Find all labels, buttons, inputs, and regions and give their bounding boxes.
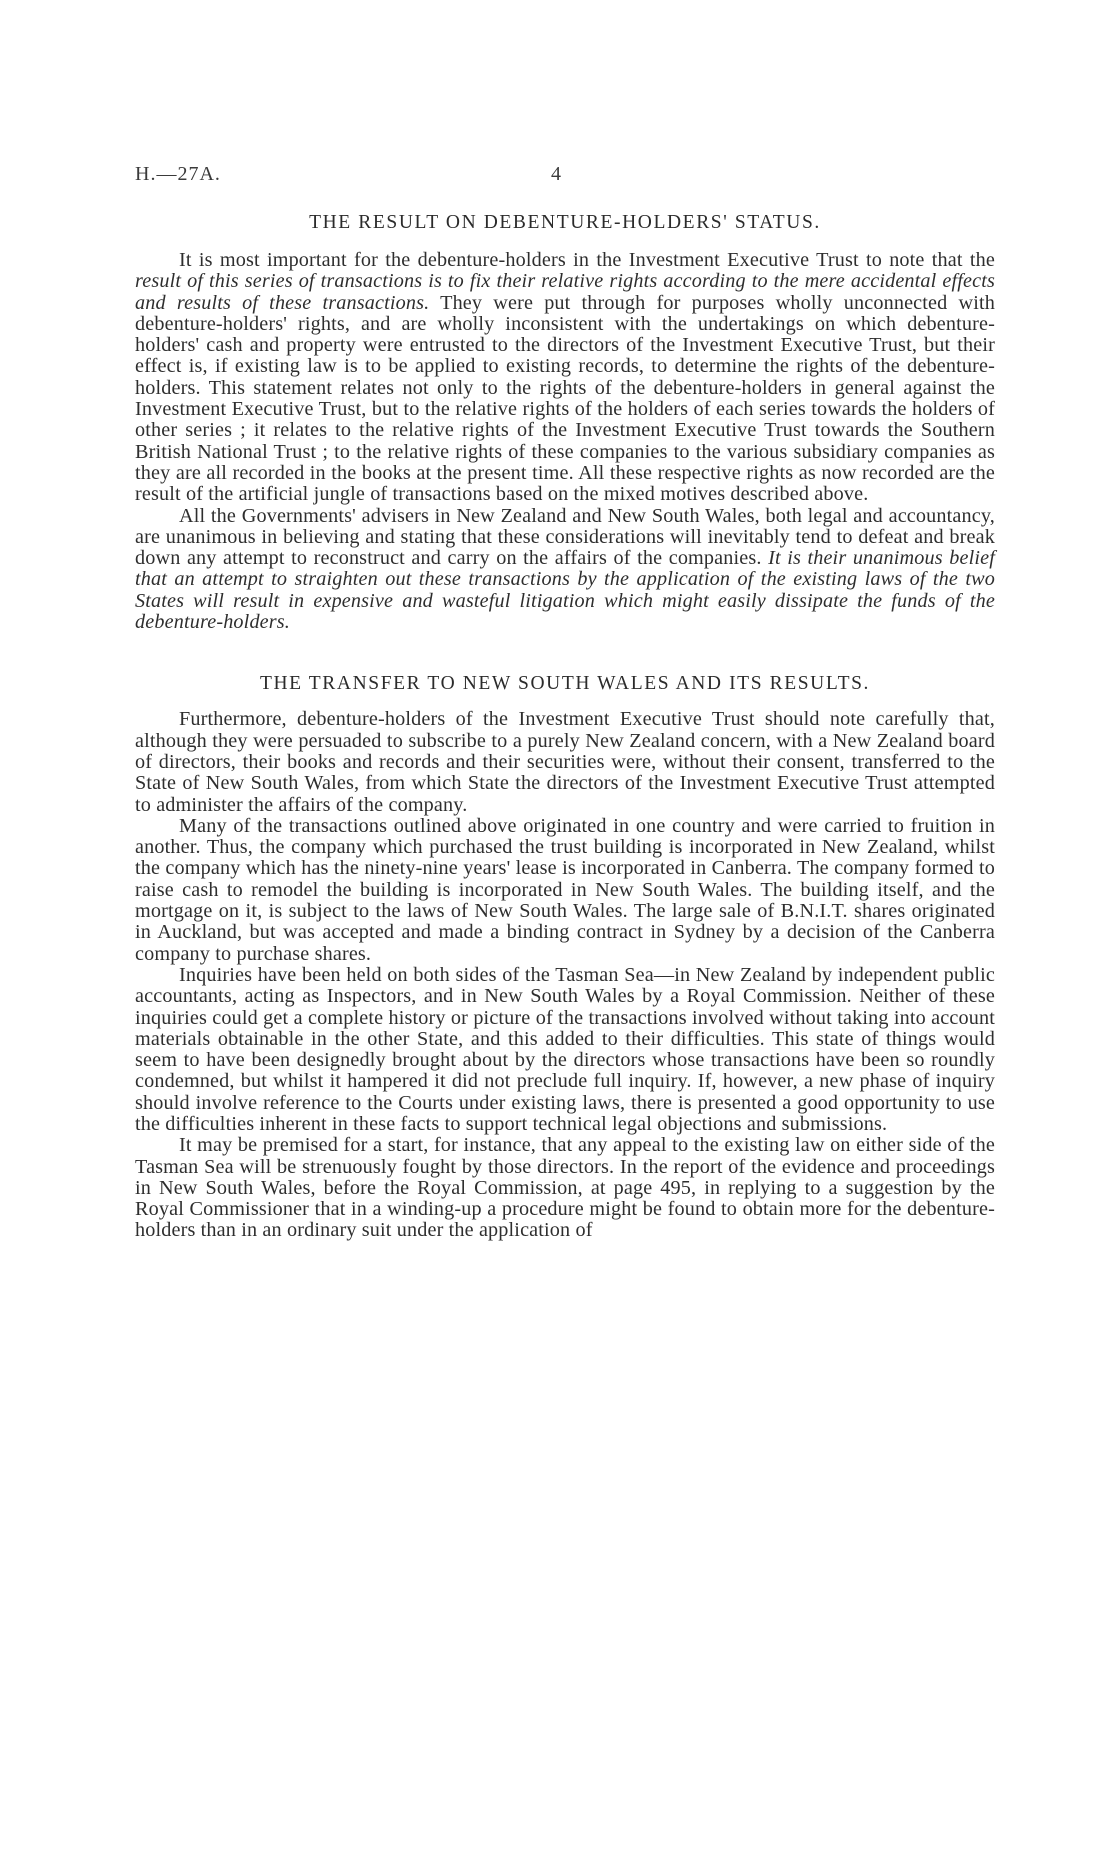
- document-reference: H.—27A.: [135, 163, 221, 185]
- body-text-column: [135, 210, 995, 1242]
- paragraph: [135, 816, 995, 965]
- running-header: [135, 163, 995, 187]
- paragraph: [135, 709, 995, 815]
- text-run: Furthermore, debenture-holders of the Investment Executive Trust should note carefully that, although they were persuaded to subscribe to a purely New Zealand concern, with a New Zealand board of directors, their books and records and their securities were, without their consent, transferred to the State of New South Wales, from which State the directors of the Investment Executive Trust attempted to administer the affairs of the company.: [135, 708, 995, 816]
- text-run: It may be premised for a start, for instance, that any appeal to the existing law on either side of the Tasman Sea will be strenuously fought by those directors. In the report of the evidence and proceedings in New South Wales, before the Royal Commission, at page 495, in replying to a suggestion by the Royal Commissioner that in a winding-up a procedure might be found to obtain more for the debenture-holders than in an ordinary suit under the application of: [135, 1134, 995, 1242]
- text-run: They were put through for purposes wholly unconnected with debenture-holders' rights, and are wholly inconsistent with the undertakings on which debenture-holders' cash and property were entrusted to the directors of the Investment Executive Trust, but their effect is, if existing law is to be applied to existing records, to determine the rights of the debenture-holders. This statement relates not only to the rights of the debenture-holders in general against the Investment Executive Trust, but to the relative rights of the holders of each series towards the holders of other series ; it relates to the relative rights of the Investment Executive Trust towards the Southern British National Trust ; to the relative rights of these companies to the various subsidiary companies as they are all recorded in the books at the present time. All these respective rights as now recorded are the result of the artificial jungle of transactions based on the mixed motives described above.: [135, 291, 995, 506]
- paragraph: [135, 506, 995, 634]
- page-number: 4: [551, 163, 562, 185]
- italic-text-run: It is their unanimous belief that an attempt to straighten out these transactions by the application of the existing laws of the two States will result in expensive and wasteful litigation which might easily dissipate the funds of the debenture-holders.: [135, 547, 995, 634]
- section-heading: THE RESULT ON DEBENTURE-HOLDERS' STATUS.: [309, 212, 821, 233]
- text-run: Inquiries have been held on both sides of the Tasman Sea—in New Zealand by independent public accountants, acting as Inspectors, and in New South Wales by a Royal Commission. Neither of these inquiries could get a complete history or picture of the transactions involved without taking into account materials obtainable in the other State, and this added to their difficulties. This state of things would seem to have been designedly brought about by the directors whose transactions have been so roundly condemned, but whilst it hampered it did not preclude full inquiry. If, however, a new phase of inquiry should involve reference to the Courts under existing laws, there is presented a good opportunity to use the difficulties inherent in these facts to support technical legal objections and submissions.: [135, 963, 995, 1135]
- paragraph: [135, 965, 995, 1135]
- paragraph: [135, 250, 995, 506]
- paragraph: [135, 1135, 995, 1241]
- text-run: It is most important for the debenture-holders in the Investment Executive Trust to note that the: [179, 249, 995, 271]
- italic-text-run: result of this series of transactions is to fix their relative rights according to the mere accidental effects and results of these transactions.: [135, 270, 995, 314]
- text-run: Many of the transactions outlined above originated in one country and were carried to fruition in another. Thus, the company which purchased the trust building is incorporated in New Zealand, whilst the company which has the ninety-nine years' lease is incorporated in Canberra. The company formed to raise cash to remodel the building is incorporated in New South Wales. The building itself, and the mortgage on it, is subject to the laws of New South Wales. The large sale of B.N.I.T. shares originated in Auckland, but was accepted and made a binding contract in Sydney by a decision of the Canberra company to purchase shares.: [135, 814, 995, 965]
- section-heading: THE TRANSFER TO NEW SOUTH WALES AND ITS RESULTS.: [259, 673, 871, 695]
- text-run: All the Governments' advisers in New Zealand and New South Wales, both legal and accountancy, are unanimous in believing and stating that these considerations will inevitably tend to defeat and break down any attempt to reconstruct and carry on the affairs of the companies.: [135, 504, 995, 570]
